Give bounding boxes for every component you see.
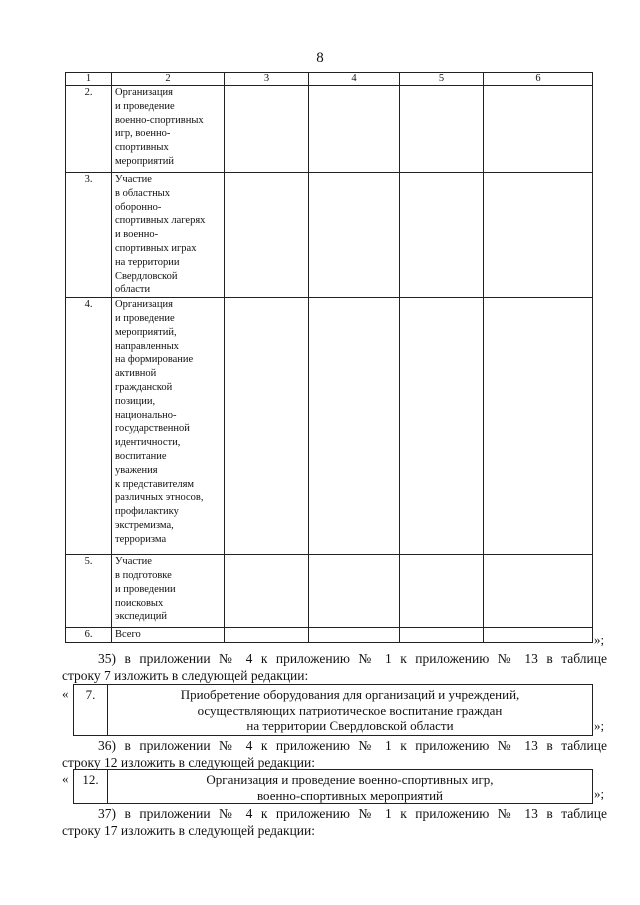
- row-name-line: Участие: [115, 174, 152, 185]
- empty-cell: [309, 298, 400, 555]
- empty-cell: [225, 628, 309, 643]
- row-name-line: на формирование: [115, 354, 194, 366]
- empty-cell: [309, 628, 400, 643]
- empty-cell: [484, 555, 593, 628]
- open-quote: «: [62, 771, 69, 786]
- empty-cell: [400, 173, 484, 298]
- row-text-line: осуществляющих патриотическое воспитание граждан: [197, 702, 503, 718]
- table-row: [66, 173, 593, 298]
- row-number: 6.: [66, 628, 112, 643]
- table-row: [66, 628, 593, 643]
- empty-cell: [225, 298, 309, 555]
- table-row: [66, 555, 593, 628]
- paragraph-35-line1: 35) в приложении № 4 к приложению № 1 к приложению № 13 в таблице: [98, 651, 607, 666]
- row-name-line: и проведении: [115, 583, 176, 595]
- empty-cell: [225, 173, 309, 298]
- row-text-line: Организация и проведение военно-спортивных игр,: [206, 772, 494, 787]
- column-header: 4: [309, 73, 400, 86]
- row-name-line: в подготовке: [115, 569, 172, 581]
- row-name: [112, 555, 225, 628]
- row-text-line: Приобретение оборудования для организаций и учреждений,: [180, 687, 520, 702]
- row-number: 7.: [74, 685, 108, 735]
- row-name-line: Организация: [115, 299, 173, 311]
- row-name-line: мероприятий,: [115, 326, 177, 338]
- row-name-line: Свердловской: [115, 270, 178, 282]
- row-number: 4.: [66, 298, 112, 555]
- row-name-line: различных этносов,: [115, 492, 204, 504]
- column-header: 1: [66, 73, 112, 86]
- empty-cell: [309, 86, 400, 173]
- empty-cell: [400, 86, 484, 173]
- empty-cell: [484, 628, 593, 643]
- table-closing-quote: »;: [594, 632, 605, 647]
- row-name: [112, 628, 225, 643]
- row-name-line: Всего: [115, 629, 141, 641]
- column-header: 5: [400, 73, 484, 86]
- row-name-line: спортивных играх: [115, 242, 197, 254]
- column-header: 6: [484, 73, 593, 86]
- table-row: [66, 298, 593, 555]
- row-name-line: и военно-: [115, 229, 159, 241]
- open-quote: «: [62, 686, 69, 701]
- program-table: [65, 72, 593, 643]
- empty-cell: [225, 86, 309, 173]
- row-name-line: воспитание: [115, 450, 167, 462]
- close-quote: »;: [594, 786, 605, 801]
- empty-cell: [484, 173, 593, 298]
- row-name-line: терроризма: [115, 533, 167, 545]
- close-quote: »;: [594, 718, 605, 733]
- replacement-row-12: [73, 769, 593, 804]
- row-name-line: области: [115, 284, 151, 296]
- page-number: 8: [316, 50, 324, 66]
- row-name-line: мероприятий: [115, 155, 174, 167]
- row-name-line: к представителям: [115, 478, 195, 490]
- empty-cell: [309, 555, 400, 628]
- table-header-row: [66, 73, 593, 86]
- row-name-line: и проведение: [115, 100, 175, 112]
- row-name-line: национально-: [115, 409, 177, 421]
- row-name-line: направленных: [115, 340, 179, 352]
- paragraph-37-line1: 37) в приложении № 4 к приложению № 1 к приложению № 13 в таблице: [98, 806, 607, 821]
- row-name-line: экспедиций: [115, 611, 167, 623]
- row-text: [108, 685, 592, 735]
- replacement-row-7: [73, 684, 593, 736]
- paragraph-36-line2: строку 12 изложить в следующей редакции:: [62, 755, 316, 770]
- row-name-line: в областных: [115, 187, 170, 199]
- row-number: 5.: [66, 555, 112, 628]
- empty-cell: [484, 298, 593, 555]
- row-name-line: активной: [115, 368, 157, 380]
- row-name: [112, 86, 225, 173]
- empty-cell: [309, 173, 400, 298]
- paragraph-37-line2: строку 17 изложить в следующей редакции:: [62, 823, 316, 838]
- row-name-line: идентичности,: [115, 437, 181, 449]
- row-name: [112, 173, 225, 298]
- row-name-line: на территории: [115, 256, 180, 268]
- row-name-line: игр, военно-: [115, 128, 171, 140]
- row-text-line: на территории Свердловской области: [246, 718, 454, 733]
- empty-cell: [400, 628, 484, 643]
- row-name-line: военно-спортивных: [115, 114, 204, 126]
- row-name-line: профилактику: [115, 506, 179, 518]
- row-name-line: оборонно-: [115, 201, 162, 213]
- row-name-line: позиции,: [115, 395, 156, 407]
- row-name-line: и проведение: [115, 312, 175, 324]
- row-name-line: спортивных лагерях: [115, 215, 206, 227]
- column-header: 2: [112, 73, 225, 86]
- row-name-line: государственной: [115, 423, 190, 435]
- row-number: 3.: [66, 173, 112, 298]
- row-name-line: Участие: [115, 556, 152, 568]
- row-name-line: гражданской: [115, 381, 173, 393]
- row-name-line: поисковых: [115, 597, 164, 609]
- empty-cell: [484, 86, 593, 173]
- paragraph-35-line2: строку 7 изложить в следующей редакции:: [62, 668, 309, 683]
- row-name-line: экстремизма,: [115, 519, 174, 531]
- table-row: [66, 86, 593, 173]
- row-text: [108, 770, 592, 803]
- row-name-line: уважения: [115, 464, 158, 476]
- row-name-line: спортивных: [115, 142, 169, 154]
- empty-cell: [400, 555, 484, 628]
- column-header: 3: [225, 73, 309, 86]
- row-number: 12.: [74, 770, 108, 803]
- row-number: 2.: [66, 86, 112, 173]
- empty-cell: [225, 555, 309, 628]
- row-text-line: военно-спортивных мероприятий: [257, 787, 443, 803]
- empty-cell: [400, 298, 484, 555]
- row-name-line: Организация: [115, 87, 173, 98]
- row-name: [112, 298, 225, 555]
- paragraph-36-line1: 36) в приложении № 4 к приложению № 1 к приложению № 13 в таблице: [98, 738, 607, 753]
